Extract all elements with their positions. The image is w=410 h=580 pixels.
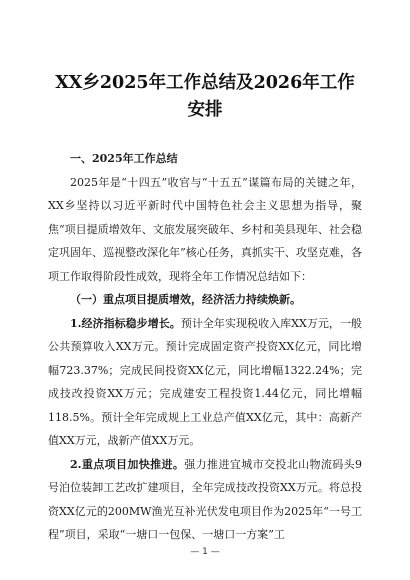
item-1-text: 预计全年实现税收入库XX万元，一般公共预算收入XX万元。预计完成固定资产投资XX亿元，同比增幅723.37%；完成民间投资XX亿元，同比增幅1322.24%；完成技改投资XX万元；完成建安工程投资1.44亿元，同比增幅118.5%。预计全年完成规上工业总产值XX亿元，其中：高新产值XX万元，战新产值XX万元。 (48, 316, 362, 447)
item-2-lead: 2.重点项目加快推进。 (70, 457, 185, 471)
document-title: XX乡2025年工作总结及2026年工作安排 (55, 73, 355, 120)
document-body (48, 147, 362, 547)
section-heading: 一、2025年工作总结 (70, 152, 178, 165)
intro-paragraph: 2025年是“十四五”收官与“十五五”谋篇布局的关键之年，XX乡坚持以习近平新时代中国特色社会主义思想为指导，聚焦“项目提质增效年、文旅发展突破年、乡村和美县现年、社会稳定巩固年、巡视整改深化年”核心任务，真抓实干、攻坚克难，各项工作取得阶段性成效，现将全年工作情况总结如下： (48, 175, 362, 283)
paragraph-item-2 (48, 453, 362, 547)
page-number: — 1 — (190, 547, 220, 557)
paragraph-item-1 (48, 312, 362, 453)
item-2-text: 强力推进宜城市交投北山物流码头9号泊位装卸工艺改扩建项目，全年完成技改投资XX万元。将总投资XX亿元的200MW渔光互补光伏发电项目作为2025年“一号工程”项目，采取“一塘口一包保、一塘口一方案”工 (48, 457, 363, 541)
item-1-lead: 1.经济指标稳步增长。 (70, 316, 181, 330)
subsection-heading: （一）重点项目提质增效，经济活力持续焕新。 (70, 293, 301, 306)
